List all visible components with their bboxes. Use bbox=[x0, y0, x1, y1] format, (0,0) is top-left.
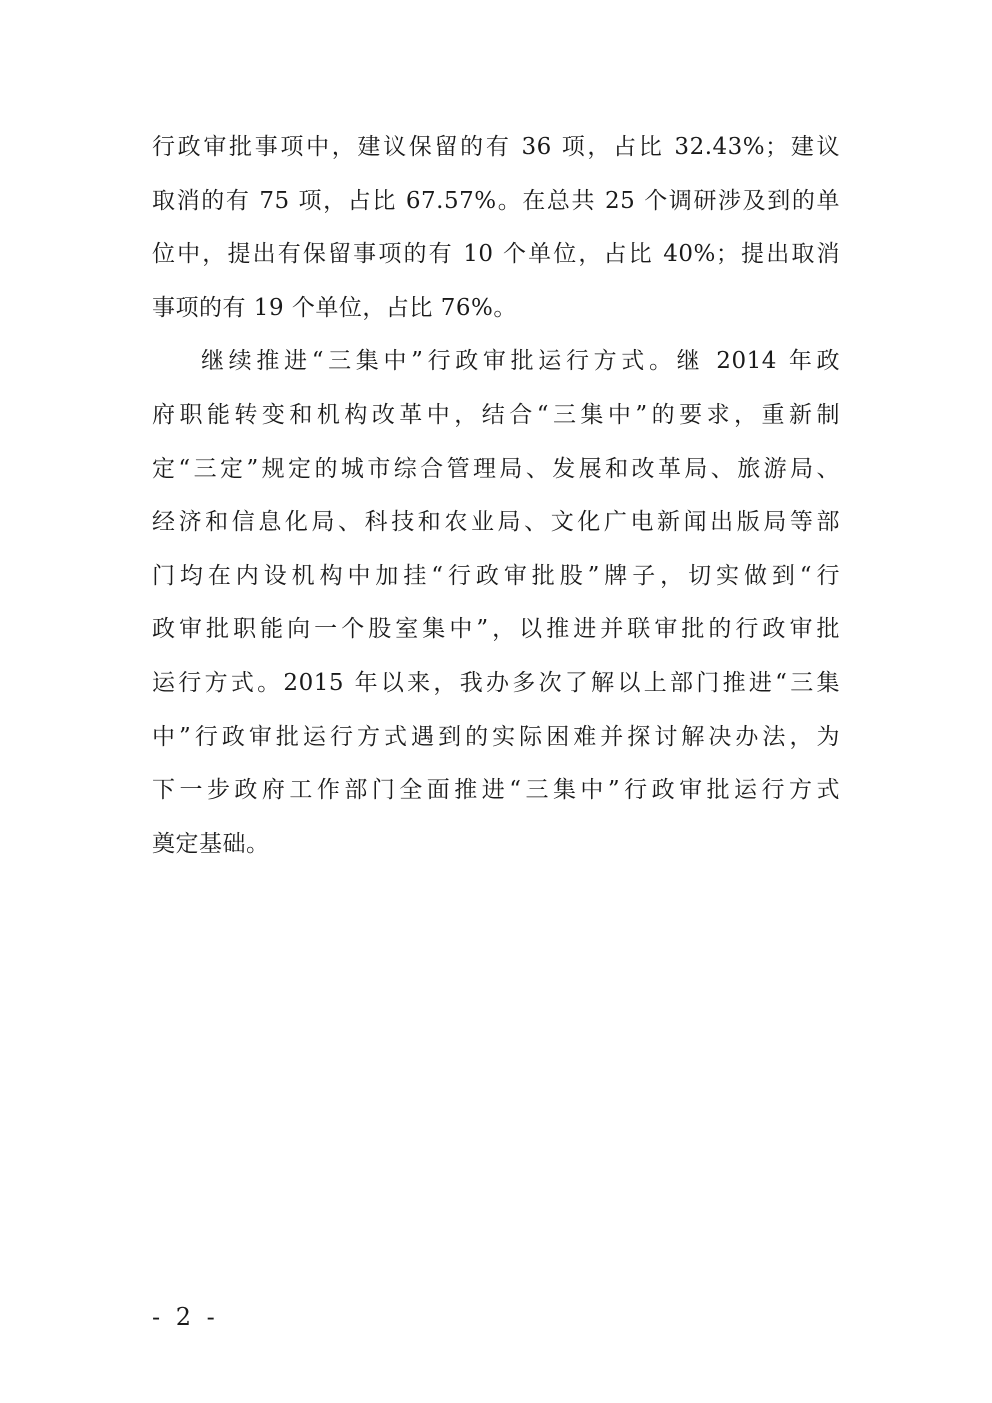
paragraph-1-line-2: 取消的有 75 项，占比 67.57%。在总共 25 个调研涉及到的单 bbox=[152, 187, 840, 214]
paragraph-1-line-4: 事项的有 19 个单位，占比 76%。 bbox=[152, 294, 517, 321]
page-number: - 2 - bbox=[152, 1303, 219, 1331]
paragraph-2-line-5: 门均在内设机构中加挂“行政审批股”牌子，切实做到“行 bbox=[152, 562, 840, 589]
paragraph-1-line-1: 行政审批事项中，建议保留的有 36 项，占比 32.43%；建议 bbox=[152, 134, 840, 160]
paragraph-2-line-1: 继续推进“三集中”行政审批运行方式。继 2014 年政 bbox=[201, 348, 840, 375]
paragraph-2-line-9: 下一步政府工作部门全面推进“三集中”行政审批运行方式 bbox=[152, 777, 840, 804]
paragraph-2-line-2: 府职能转变和机构改革中，结合“三集中”的要求，重新制 bbox=[152, 401, 840, 428]
paragraph-2-line-7: 运行方式。2015 年以来，我办多次了解以上部门推进“三集 bbox=[152, 669, 840, 696]
paragraph-2-line-8: 中”行政审批运行方式遇到的实际困难并探讨解决办法，为 bbox=[152, 723, 840, 750]
paragraph-1-line-3: 位中，提出有保留事项的有 10 个单位，占比 40%；提出取消 bbox=[152, 241, 840, 268]
paragraph-2-line-4: 经济和信息化局、科技和农业局、文化广电新闻出版局等部 bbox=[152, 509, 840, 536]
paragraph-2-line-3: 定“三定”规定的城市综合管理局、发展和改革局、旅游局、 bbox=[152, 455, 840, 482]
body-text bbox=[152, 121, 840, 871]
paragraph-2-line-6: 政审批职能向一个股室集中”，以推进并联审批的行政审批 bbox=[152, 616, 840, 643]
paragraph-2-line-10: 奠定基础。 bbox=[152, 830, 270, 857]
